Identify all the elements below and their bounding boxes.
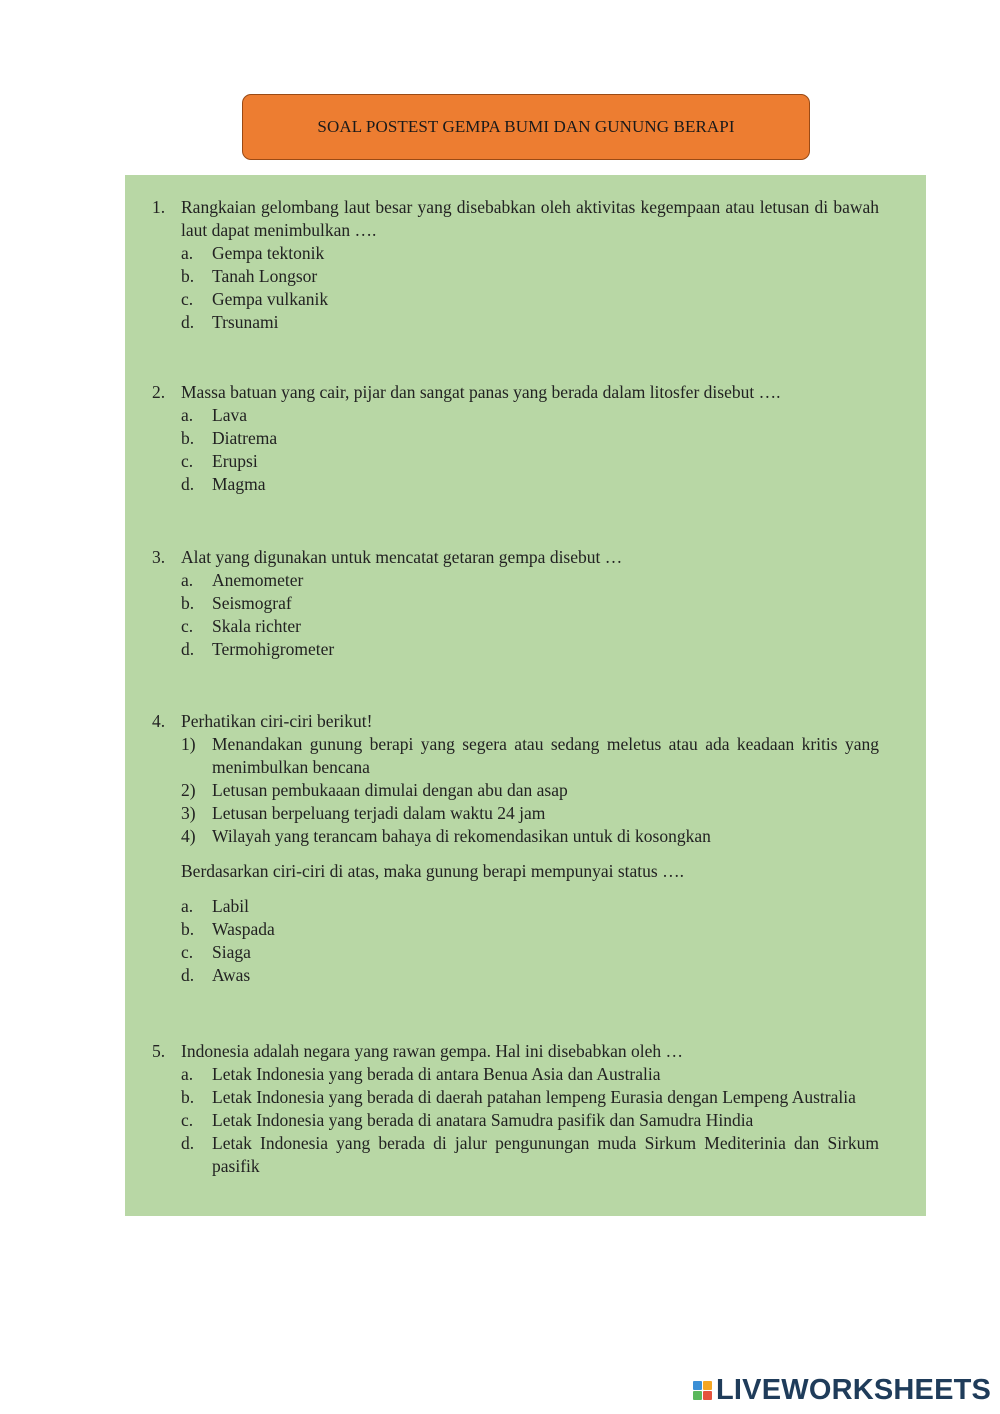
- option-a[interactable]: [125, 404, 926, 427]
- item-text: Menandakan gunung berapi yang segera atau sedang meletus atau ada keadaan kritis yang menimbulkan bencana: [212, 734, 879, 777]
- option-label: b.: [181, 1087, 195, 1107]
- option-label: c.: [181, 451, 194, 471]
- option-d[interactable]: [125, 1132, 926, 1178]
- option-a[interactable]: [125, 1063, 926, 1086]
- option-text: Letak Indonesia yang berada di anatara Samudra pasifik dan Samudra Hindia: [212, 1110, 754, 1130]
- option-text: Gempa tektonik: [212, 243, 325, 263]
- option-label: c.: [181, 616, 194, 636]
- option-b[interactable]: [125, 592, 926, 615]
- option-text: Waspada: [212, 919, 275, 939]
- option-label: d.: [181, 312, 195, 332]
- question-number: 2.: [152, 382, 166, 402]
- statement-item: [125, 802, 926, 825]
- option-d[interactable]: [125, 964, 926, 987]
- question-number: 1.: [152, 197, 166, 217]
- option-text: Siaga: [212, 942, 251, 962]
- statement-item: [125, 779, 926, 802]
- option-label: c.: [181, 289, 194, 309]
- option-text: Seismograf: [212, 593, 292, 613]
- option-text: Magma: [212, 474, 266, 494]
- option-text: Awas: [212, 965, 251, 985]
- option-text: Letak Indonesia yang berada di jalur pengunungan muda Sirkum Mediterinia dan Sirkum pasifik: [212, 1133, 879, 1176]
- logo-square: [693, 1381, 702, 1390]
- option-text: Erupsi: [212, 451, 258, 471]
- option-d[interactable]: [125, 638, 926, 661]
- item-text: Letusan berpeluang terjadi dalam waktu 24 jam: [212, 803, 546, 823]
- question-number: 5.: [152, 1041, 166, 1061]
- question-statement: Berdasarkan ciri-ciri di atas, maka gunung berapi mempunyai status ….: [181, 861, 684, 881]
- statement-item: [125, 825, 926, 848]
- question-5: [125, 1040, 926, 1178]
- option-label: b.: [181, 266, 195, 286]
- option-label: a.: [181, 1064, 194, 1084]
- option-text: Tanah Longsor: [212, 266, 318, 286]
- option-label: b.: [181, 593, 195, 613]
- option-b[interactable]: [125, 427, 926, 450]
- question-text: Perhatikan ciri-ciri berikut!: [181, 711, 373, 731]
- item-text: Letusan pembukaaan dimulai dengan abu dan asap: [212, 780, 568, 800]
- option-label: a.: [181, 405, 194, 425]
- option-label: d.: [181, 1133, 195, 1153]
- logo-text: LIVEWORKSHEETS: [716, 1373, 992, 1406]
- option-label: c.: [181, 942, 194, 962]
- question-3: [125, 546, 926, 661]
- question-text: Massa batuan yang cair, pijar dan sangat panas yang berada dalam litosfer disebut ….: [181, 382, 781, 402]
- option-b[interactable]: [125, 1086, 926, 1109]
- option-text: Trsunami: [212, 312, 279, 332]
- option-d[interactable]: [125, 311, 926, 334]
- option-text: Gempa vulkanik: [212, 289, 329, 309]
- option-text: Diatrema: [212, 428, 278, 448]
- option-a[interactable]: [125, 569, 926, 592]
- option-c[interactable]: [125, 288, 926, 311]
- item-text: Wilayah yang terancam bahaya di rekomendasikan untuk di kosongkan: [212, 826, 711, 846]
- logo-square: [703, 1391, 712, 1400]
- question-text: Rangkaian gelombang laut besar yang disebabkan oleh aktivitas kegempaan atau letusan di bawah laut dapat menimbulkan ….: [181, 197, 879, 240]
- question-2: [125, 381, 926, 496]
- option-b[interactable]: [125, 918, 926, 941]
- option-text: Anemometer: [212, 570, 304, 590]
- option-c[interactable]: [125, 450, 926, 473]
- option-label: d.: [181, 474, 195, 494]
- liveworksheets-logo[interactable]: [693, 1374, 991, 1406]
- option-text: Termohigrometer: [212, 639, 335, 659]
- option-a[interactable]: [125, 895, 926, 918]
- item-label: 2): [181, 780, 196, 800]
- option-c[interactable]: [125, 941, 926, 964]
- question-text: Indonesia adalah negara yang rawan gempa. Hal ini disebabkan oleh …: [181, 1041, 683, 1061]
- page-title: SOAL POSTEST GEMPA BUMI DAN GUNUNG BERAPI: [317, 117, 735, 136]
- option-b[interactable]: [125, 265, 926, 288]
- questions-panel: [125, 175, 926, 1216]
- option-a[interactable]: [125, 242, 926, 265]
- statement-item: [125, 733, 926, 779]
- option-label: b.: [181, 919, 195, 939]
- item-label: 3): [181, 803, 196, 823]
- option-label: d.: [181, 639, 195, 659]
- question-4: [125, 710, 926, 987]
- option-text: Letak Indonesia yang berada di daerah patahan lempeng Eurasia dengan Lempeng Australia: [212, 1087, 856, 1107]
- question-text: Alat yang digunakan untuk mencatat getaran gempa disebut …: [181, 547, 623, 567]
- option-c[interactable]: [125, 1109, 926, 1132]
- option-label: d.: [181, 965, 195, 985]
- option-label: a.: [181, 243, 194, 263]
- option-d[interactable]: [125, 473, 926, 496]
- logo-square: [693, 1391, 702, 1400]
- question-1: [125, 196, 926, 334]
- question-number: 3.: [152, 547, 166, 567]
- question-number: 4.: [152, 711, 166, 731]
- item-label: 1): [181, 734, 196, 754]
- option-label: a.: [181, 896, 194, 916]
- option-text: Labil: [212, 896, 249, 916]
- item-label: 4): [181, 826, 196, 846]
- option-text: Letak Indonesia yang berada di antara Benua Asia dan Australia: [212, 1064, 661, 1084]
- option-text: Skala richter: [212, 616, 301, 636]
- logo-square: [703, 1381, 712, 1390]
- liveworksheets-logo-icon: [693, 1381, 712, 1400]
- option-c[interactable]: [125, 615, 926, 638]
- title-banner: [242, 94, 810, 160]
- option-label: b.: [181, 428, 195, 448]
- option-label: c.: [181, 1110, 194, 1130]
- option-label: a.: [181, 570, 194, 590]
- option-text: Lava: [212, 405, 247, 425]
